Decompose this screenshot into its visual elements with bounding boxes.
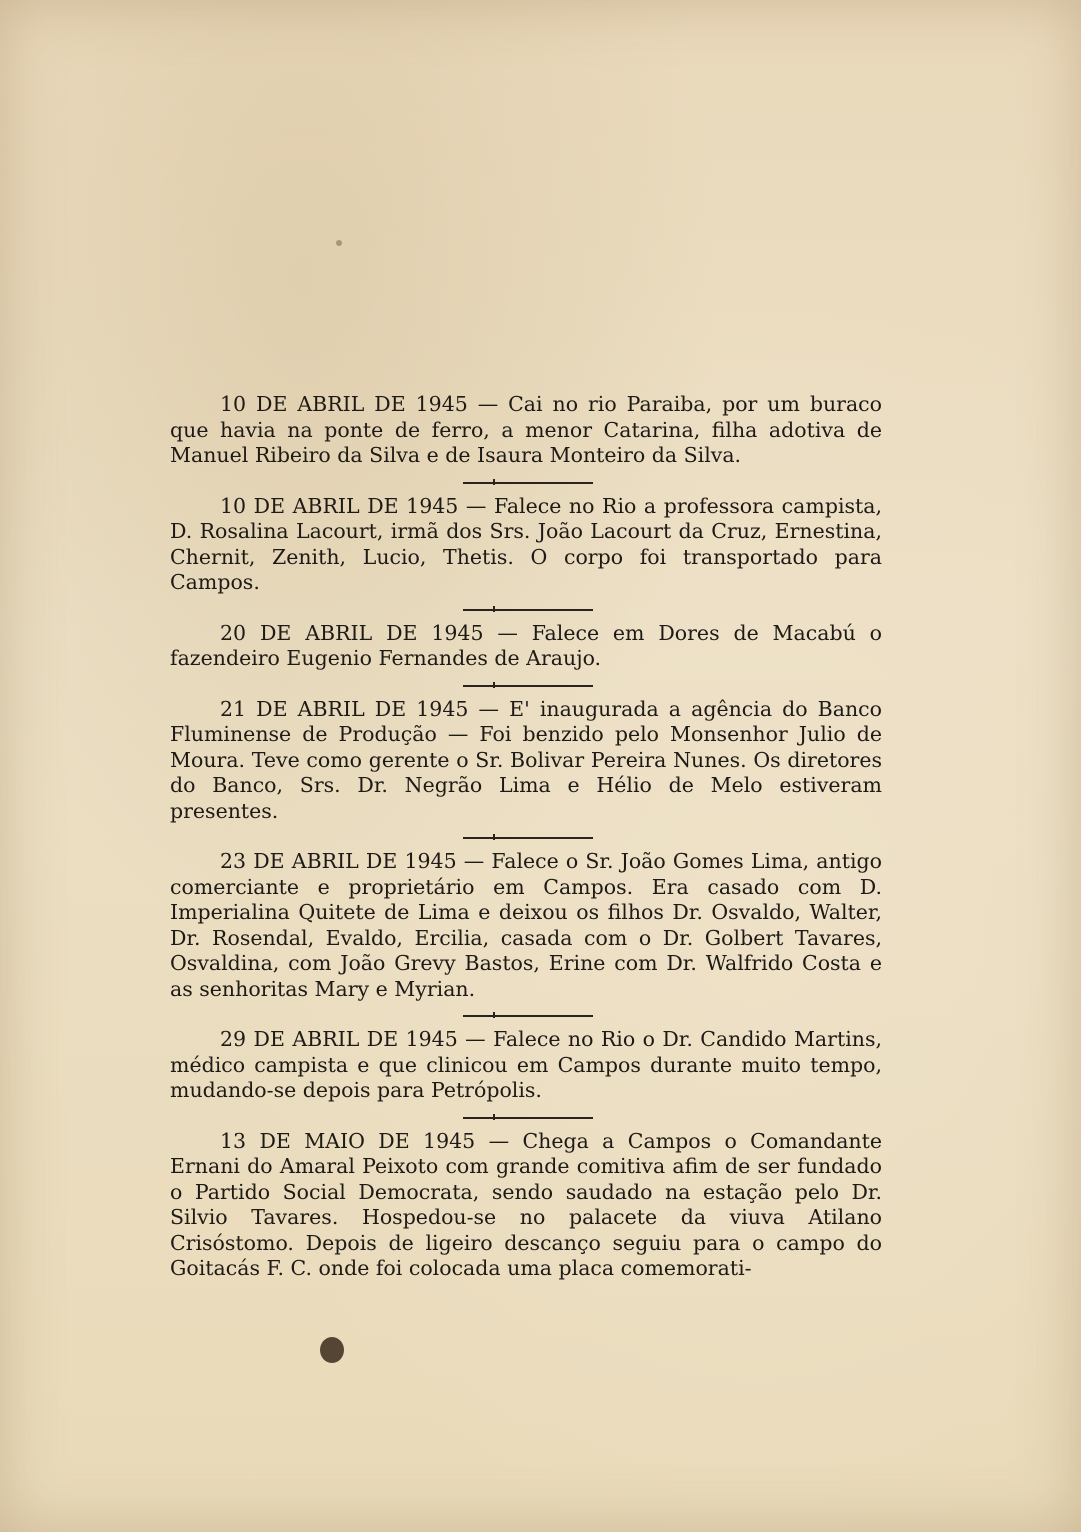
document-body xyxy=(170,392,882,1282)
chronicle-entry: 29 DE ABRIL DE 1945 — Falece no Rio o Dr. Candido Martins, médico campista e que clinicou em Campos durante muito tempo, mudando-se depois para Petrópolis. xyxy=(170,1027,882,1102)
section-divider xyxy=(463,685,593,687)
chronicle-entry: 13 DE MAIO DE 1945 — Chega a Campos o Comandante Ernani do Amaral Peixoto com grande comitiva afim de ser fundado o Partido Social Democrata, sendo saudado na estação pelo Dr. Silvio Tavares. Hospedou-se no palacete da viuva Atilano Crisóstomo. Depois de ligeiro descanço seguiu para o campo do Goitacás F. C. onde foi colocada uma placa comemorati- xyxy=(170,1128,882,1280)
chronicle-entry: 10 DE ABRIL DE 1945 — Cai no rio Paraiba, por um buraco que havia na ponte de ferro, a menor Catarina, filha adotiva de Manuel Ribeiro da Silva e de Isaura Monteiro da Silva. xyxy=(170,392,882,467)
chronicle-entry: 23 DE ABRIL DE 1945 — Falece o Sr. João Gomes Lima, antigo comerciante e proprietário em Campos. Era casado com D. Imperialina Quitete de Lima e deixou os filhos Dr. Osvaldo, Walter, Dr. Rosendal, Evaldo, Ercilia, casada com o Dr. Golbert Tavares, Osvaldina, com João Grevy Bastos, Erine com Dr. Walfrido Costa e as senhoritas Mary e Myrian. xyxy=(170,849,882,1001)
section-divider xyxy=(463,482,593,484)
section-divider xyxy=(463,837,593,839)
chronicle-entry: 10 DE ABRIL DE 1945 — Falece no Rio a professora campista, D. Rosalina Lacourt, irmã dos Srs. João Lacourt da Cruz, Ernestina, Chernit, Zenith, Lucio, Thetis. O corpo foi transportado para Campos. xyxy=(170,493,882,594)
ink-speck xyxy=(336,240,342,246)
chronicle-entry: 21 DE ABRIL DE 1945 — E' inaugurada a agência do Banco Fluminense de Produção — Foi benzido pelo Monsenhor Julio de Moura. Teve como gerente o Sr. Bolivar Pereira Nunes. Os diretores do Banco, Srs. Dr. Negrão Lima e Hélio de Melo estiveram presentes. xyxy=(170,696,882,823)
section-divider xyxy=(463,609,593,611)
ink-stain xyxy=(320,1337,344,1363)
chronicle-entry: 20 DE ABRIL DE 1945 — Falece em Dores de Macabú o fazendeiro Eugenio Fernandes de Araujo. xyxy=(170,620,882,670)
section-divider xyxy=(463,1117,593,1119)
section-divider xyxy=(463,1015,593,1017)
